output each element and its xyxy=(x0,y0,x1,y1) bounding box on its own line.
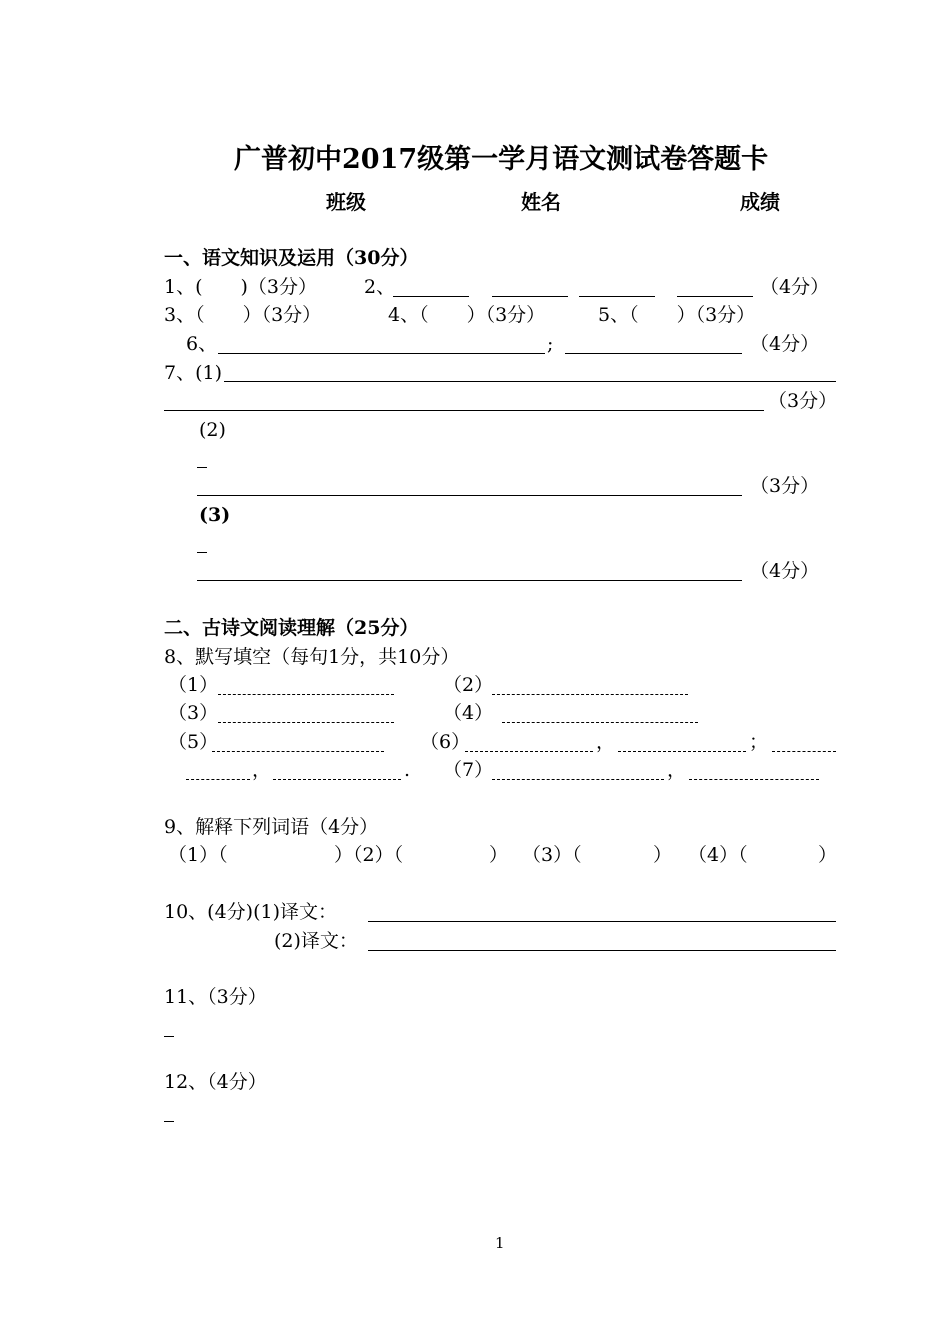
q7-1-line-1[interactable] xyxy=(224,381,836,382)
q6-blank-2[interactable] xyxy=(565,353,742,354)
blank-7-line-1[interactable] xyxy=(492,779,664,780)
q7-2-mark xyxy=(197,467,207,468)
q9-item-3-open: （3）（ xyxy=(522,844,582,866)
q6-separator: ; xyxy=(547,333,554,355)
name-label: 姓名 xyxy=(521,190,561,214)
q10-line-2[interactable] xyxy=(368,950,836,951)
q8-text: 8、默写填空（每句1分，共10分） xyxy=(164,646,460,668)
q6-score: （4分） xyxy=(750,333,820,355)
semicolon-1: ； xyxy=(749,731,769,753)
q5-text: 5、（ ）（3分） xyxy=(598,304,756,326)
blank-6-line-2[interactable] xyxy=(618,751,746,752)
blank-6-line-3a[interactable] xyxy=(772,751,836,752)
q2-blank-3[interactable] xyxy=(579,296,655,297)
q10-label: 10、(4分)(1)译文： xyxy=(164,901,338,923)
q9-item-4-open: （4）（ xyxy=(688,844,748,866)
q7-3-score: （4分） xyxy=(750,560,820,582)
q11-mark xyxy=(164,1036,174,1037)
blank-4-label: （4） xyxy=(443,702,494,724)
q12-mark xyxy=(164,1121,174,1122)
q9-item-2-close: ） xyxy=(489,844,509,866)
q6-label: 6、 xyxy=(186,333,218,355)
page-title: 广普初中2017级第一学月语文测试卷答题卡 xyxy=(234,144,769,175)
blank-5-label: （5） xyxy=(168,731,219,753)
q7-2-score: （3分） xyxy=(750,475,820,497)
q2-blank-2[interactable] xyxy=(492,296,568,297)
q6-blank-1[interactable] xyxy=(218,353,545,354)
blank-7-label: （7） xyxy=(443,759,494,781)
q7-2-label: (2) xyxy=(199,419,226,441)
q7-2-line[interactable] xyxy=(197,495,742,496)
q3-text: 3、（ ）（3分） xyxy=(164,304,322,326)
q9-text: 9、解释下列词语（4分） xyxy=(164,816,379,838)
q9-item-2-open: ）（2）（ xyxy=(334,844,404,866)
comma-1: ， xyxy=(596,731,616,753)
blank-4-line[interactable] xyxy=(502,722,698,723)
blank-1-line[interactable] xyxy=(218,694,394,695)
q2-blank-1[interactable] xyxy=(393,296,469,297)
period-1: . xyxy=(404,759,411,781)
q4-text: 4、（ ）（3分） xyxy=(388,304,546,326)
q7-3-label: (3) xyxy=(199,504,231,526)
section2-heading: 二、古诗文阅读理解（25分） xyxy=(164,617,419,639)
q2-label: 2、 xyxy=(364,276,396,298)
q7-1-score: （3分） xyxy=(768,390,838,412)
page-number: 1 xyxy=(495,1234,505,1252)
comma-3: ， xyxy=(667,759,687,781)
class-label: 班级 xyxy=(326,190,366,214)
q2-blank-4[interactable] xyxy=(677,296,753,297)
score-label: 成绩 xyxy=(740,190,780,214)
q7-3-mark xyxy=(197,552,207,553)
blank-7-line-2[interactable] xyxy=(689,779,819,780)
q9-item-3-close: ） xyxy=(653,844,673,866)
q1-text: 1、( )（3分） xyxy=(164,276,318,298)
blank-3-line[interactable] xyxy=(218,722,394,723)
comma-2: ， xyxy=(252,759,272,781)
q7-3-line[interactable] xyxy=(197,580,742,581)
blank-2-label: （2） xyxy=(443,674,494,696)
q2-score: （4分） xyxy=(760,276,830,298)
blank-3-label: （3） xyxy=(168,702,219,724)
blank-6-line-1[interactable] xyxy=(465,751,593,752)
q10-2-label: (2)译文： xyxy=(274,930,358,952)
blank-1-label: （1） xyxy=(168,674,219,696)
q9-item-4-close: ） xyxy=(818,844,838,866)
blank-6-line-3b[interactable] xyxy=(186,779,250,780)
q10-line-1[interactable] xyxy=(368,921,836,922)
blank-2-line[interactable] xyxy=(492,694,688,695)
blank-5-line[interactable] xyxy=(212,751,384,752)
blank-6-label: （6） xyxy=(420,731,471,753)
q9-item-1-open: （1）（ xyxy=(168,844,228,866)
q12-text: 12、（4分） xyxy=(164,1071,267,1093)
q7-1-line-2[interactable] xyxy=(164,410,764,411)
section1-heading: 一、语文知识及运用（30分） xyxy=(164,247,419,269)
blank-6-line-4[interactable] xyxy=(273,779,401,780)
q11-text: 11、（3分） xyxy=(164,986,267,1008)
q7-label: 7、(1) xyxy=(164,362,223,384)
